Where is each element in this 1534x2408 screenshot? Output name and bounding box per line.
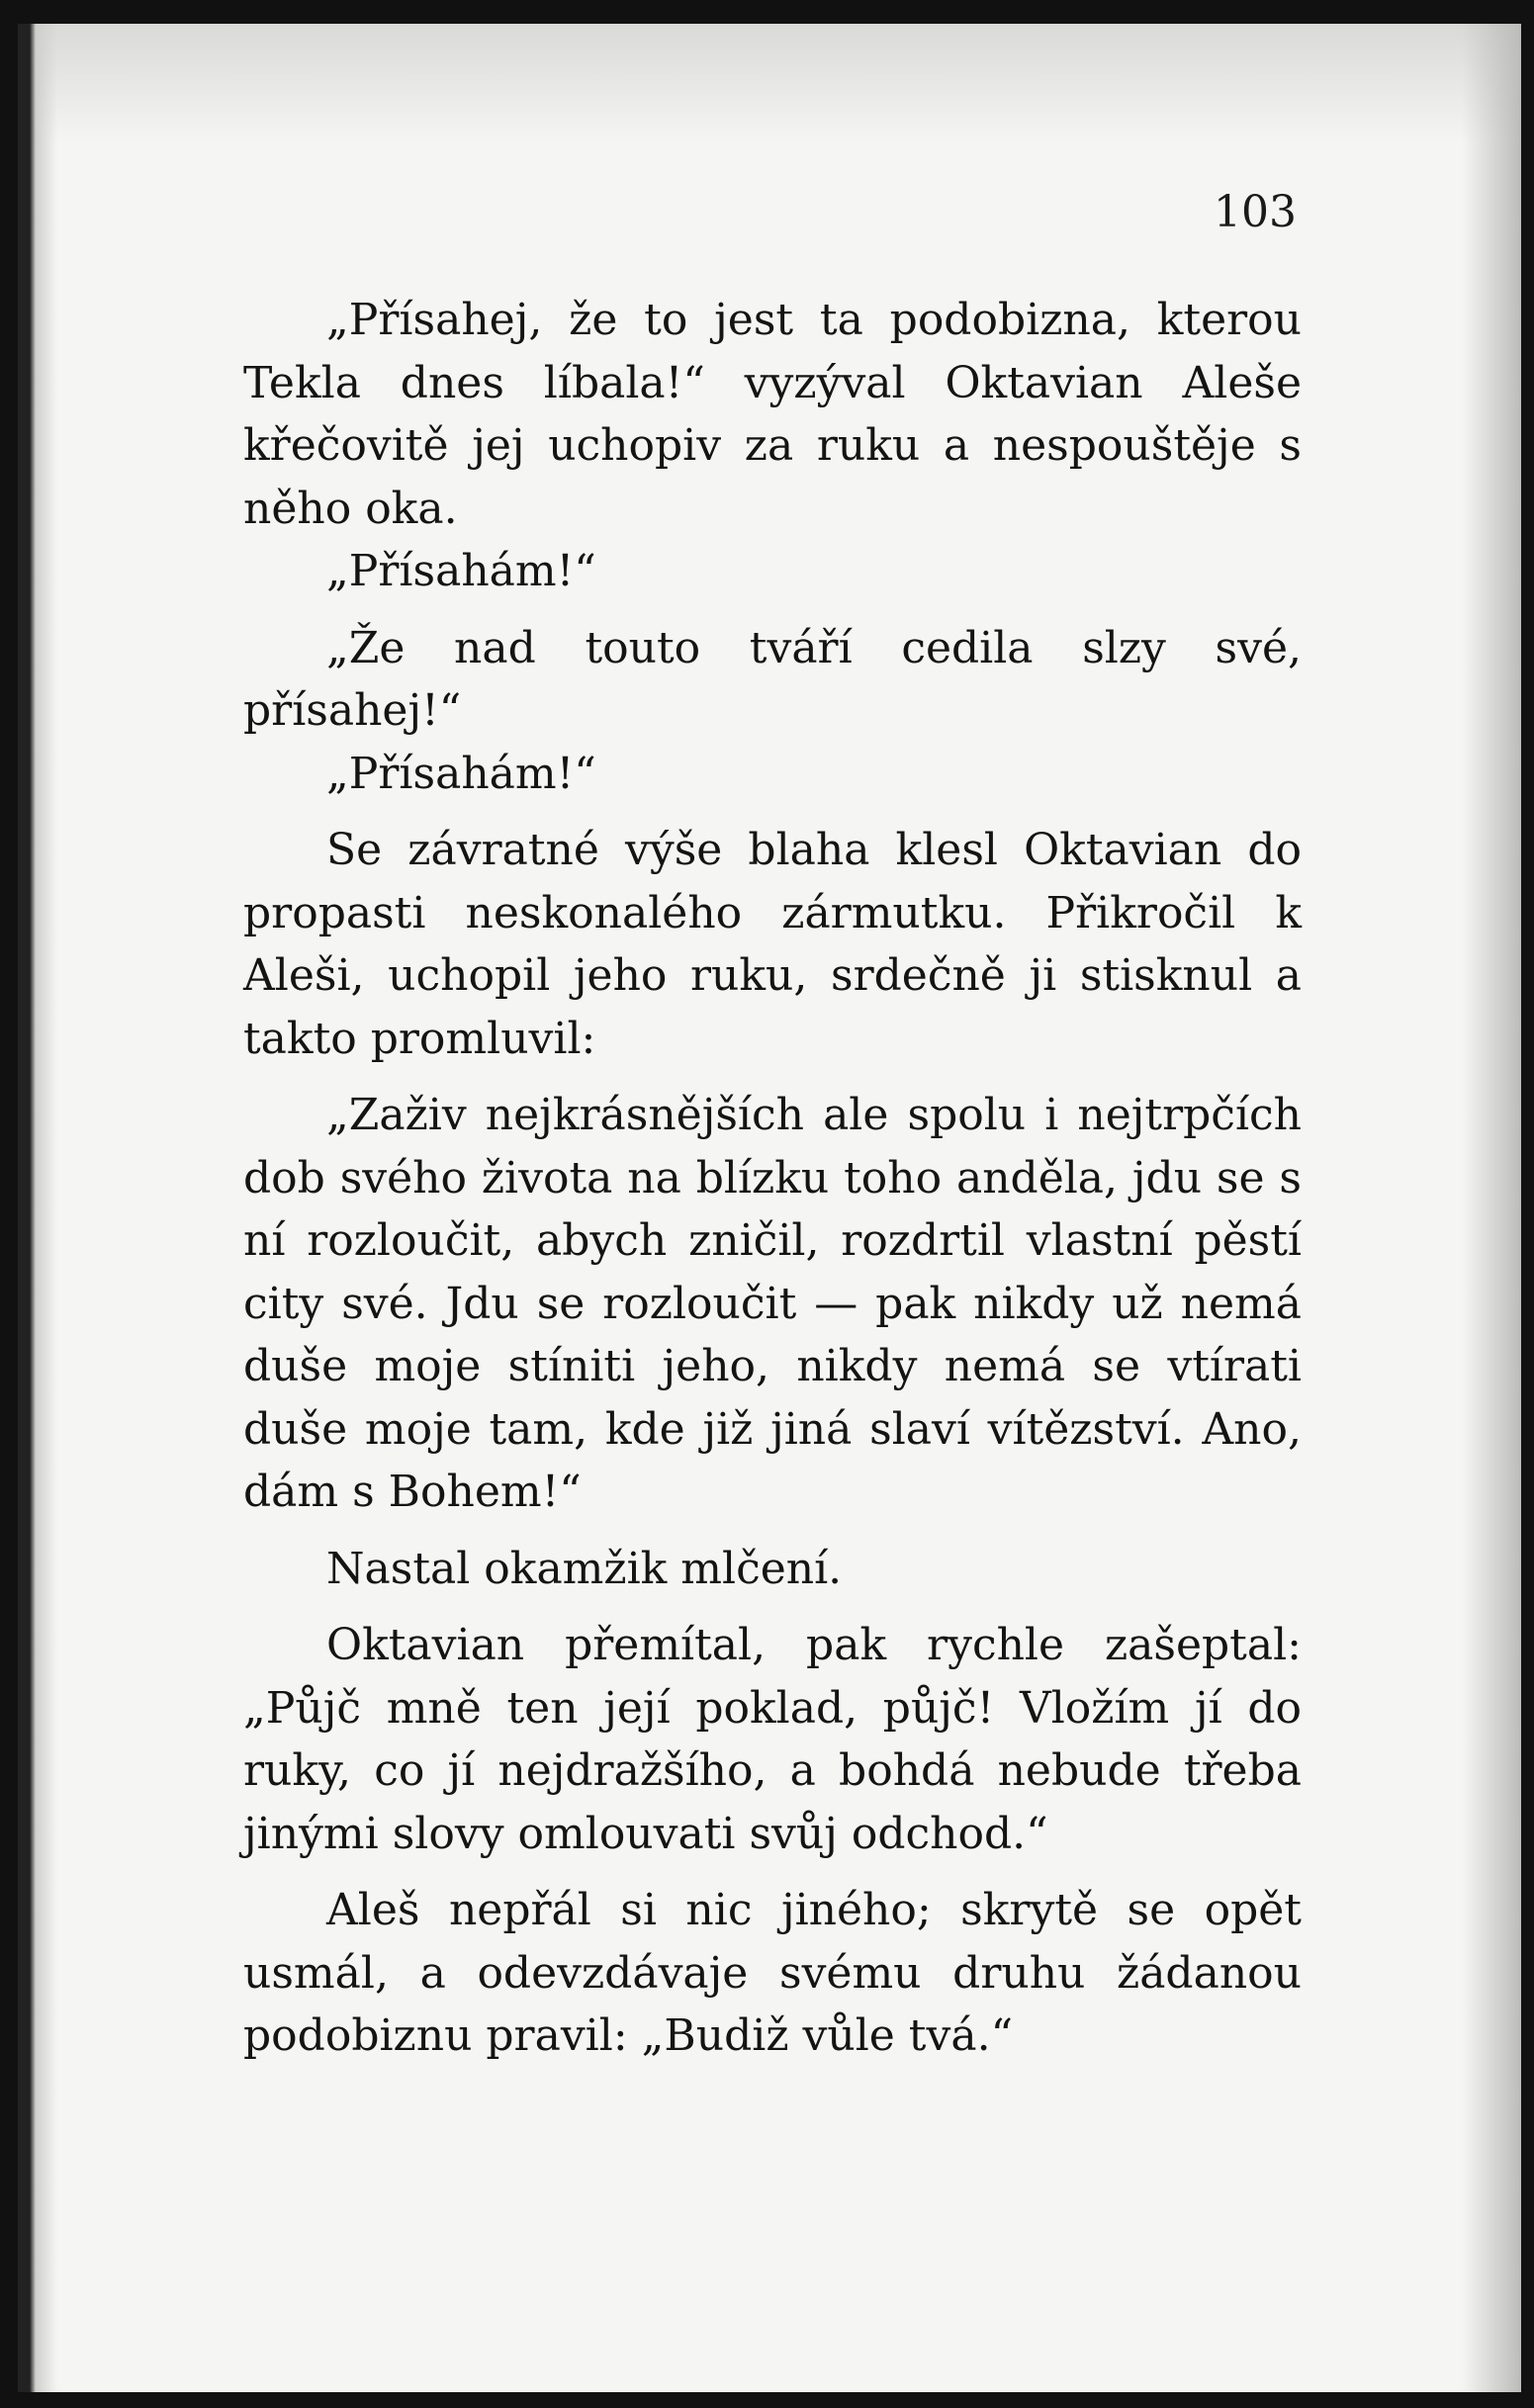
- paragraph: „Že nad touto tváří cedila slzy své, přísahej!“: [243, 622, 1302, 736]
- book-page: [18, 24, 1521, 2392]
- paragraph: „Přísahám!“: [326, 546, 596, 596]
- paragraph: Aleš nepřál si nic jiného; skrytě se opět usmál, a odevzdávaje svému druhu žádanou podobiznu pravil: „Budiž vůle tvá.“: [243, 1885, 1302, 2061]
- page-text: [243, 289, 1302, 2068]
- binding-edge: [18, 24, 57, 2392]
- paragraph: Oktavian přemítal, pak rychle zašeptal: „Půjč mně ten její poklad, půjč! Vložím jí do ruky, co jí nejdražšího, a bohdá nebude třeba jinými slovy omlouvati svůj odchod.“: [243, 1620, 1302, 1859]
- paragraph: „Zaživ nejkrásnějších ale spolu i nejtrpčích dob svého života na blízku toho anděla, jdu se s ní rozloučit, abych zničil, rozdrtil vlastní pěstí city své. Jdu se rozloučit — pak nikdy už nemá duše moje stíniti jeho, nikdy nemá se vtírati duše moje tam, kde již jiná slaví vítězství. Ano, dám s Bohem!“: [243, 1090, 1302, 1517]
- paragraph: „Přísahám!“: [326, 748, 596, 799]
- paragraph: Nastal okamžik mlčení.: [326, 1543, 843, 1594]
- paragraph: Se závratné výše blaha klesl Oktavian do propasti neskonalého zármutku. Přikročil k Aleši, uchopil jeho ruku, srdečně ji stisknul a takto promluvil:: [243, 825, 1302, 1064]
- paragraph: „Přísahej, že to jest ta podobizna, kterou Tekla dnes líbala!“ vyzýval Oktavian Aleše křečovitě jej uchopiv za ruku a nespouštěje s něho oka.: [243, 295, 1302, 534]
- page-number: 103: [1214, 187, 1297, 237]
